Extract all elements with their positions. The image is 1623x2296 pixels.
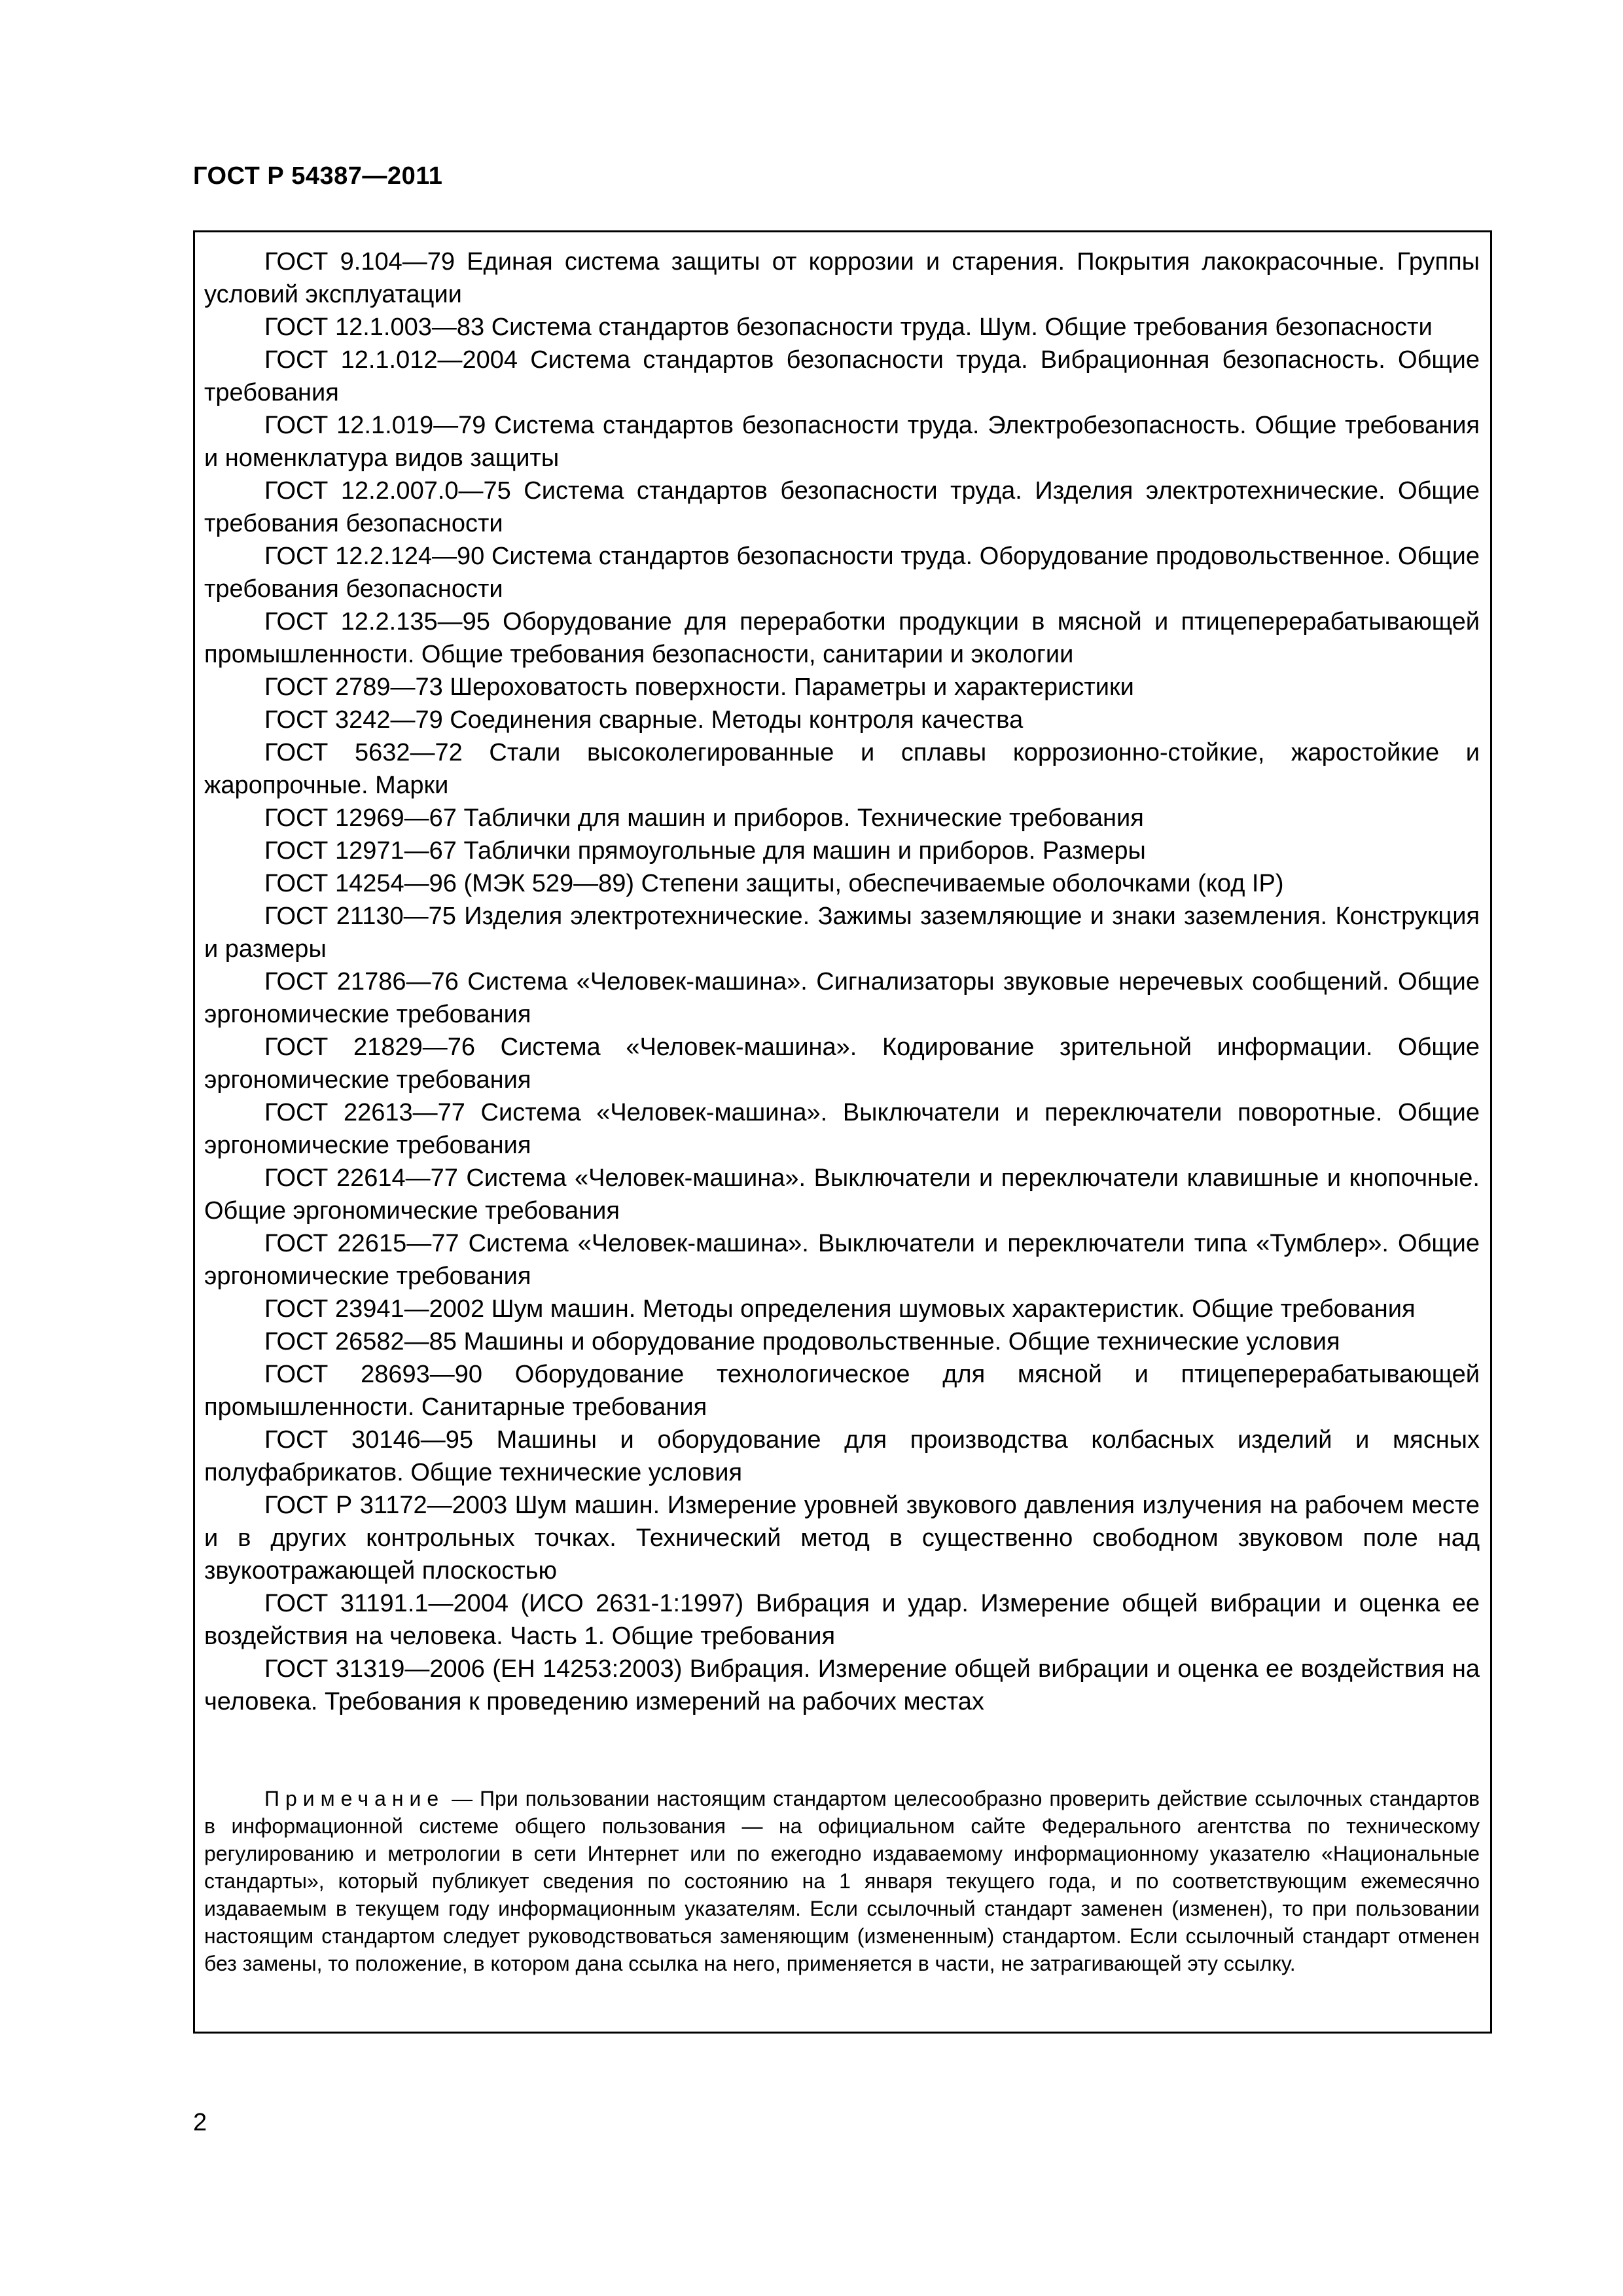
reference-item: ГОСТ 31319—2006 (ЕН 14253:2003) Вибрация. Измерение общей вибрации и оценка ее воздействия на человека. Требования к проведению измерений на рабочих местах <box>204 1655 1480 1715</box>
reference-item: ГОСТ Р 31172—2003 Шум машин. Измерение уровней звукового давления излучения на рабочем месте и в других контрольных точках. Технический метод в существенно свободном звуковом поле над звукоотражающей плоскостью <box>204 1492 1480 1585</box>
reference-item: ГОСТ 30146—95 Машины и оборудование для производства колбасных изделий и мясных полуфабрикатов. Общие технические условия <box>204 1426 1480 1486</box>
note-label: Примечание <box>264 1787 445 1810</box>
reference-item: ГОСТ 9.104—79 Единая система защиты от коррозии и старения. Покрытия лакокрасочные. Группы условий эксплуатации <box>204 248 1480 308</box>
reference-item: ГОСТ 28693—90 Оборудование технологическое для мясной и птицеперерабатывающей промышленности. Санитарные требования <box>204 1361 1480 1421</box>
reference-item: ГОСТ 14254—96 (МЭК 529—89) Степени защиты, обеспечиваемые оболочками (код IP) <box>264 870 1284 897</box>
reference-item: ГОСТ 12971—67 Таблички прямоугольные для машин и приборов. Размеры <box>264 837 1146 865</box>
reference-item: ГОСТ 12.2.124—90 Система стандартов безопасности труда. Оборудование продовольственное. Общие требования безопасности <box>204 543 1480 603</box>
reference-item: ГОСТ 12.1.003—83 Система стандартов безопасности труда. Шум. Общие требования безопасности <box>264 314 1433 341</box>
reference-item: ГОСТ 22613—77 Система «Человек-машина». Выключатели и переключатели поворотные. Общие эргономические требования <box>204 1099 1480 1159</box>
note-paragraph <box>204 1785 1480 1977</box>
reference-item: ГОСТ 22615—77 Система «Человек-машина». Выключатели и переключатели типа «Тумблер». Общие эргономические требования <box>204 1230 1480 1290</box>
reference-item: ГОСТ 2789—73 Шероховатость поверхности. Параметры и характеристики <box>264 673 1134 701</box>
page-number: 2 <box>193 2109 207 2136</box>
reference-item: ГОСТ 12.1.012—2004 Система стандартов безопасности труда. Вибрационная безопасность. Общие требования <box>204 346 1480 406</box>
reference-item: ГОСТ 12.1.019—79 Система стандартов безопасности труда. Электробезопасность. Общие требования и номенклатура видов защиты <box>204 412 1480 472</box>
reference-item: ГОСТ 21130—75 Изделия электротехнические. Зажимы заземляющие и знаки заземления. Конструкция и размеры <box>204 903 1480 963</box>
reference-item: ГОСТ 31191.1—2004 (ИСО 2631-1:1997) Вибрация и удар. Измерение общей вибрации и оценка ее воздействия на человека. Часть 1. Общие требования <box>204 1590 1480 1650</box>
reference-item: ГОСТ 12.2.135—95 Оборудование для переработки продукции в мясной и птицеперерабатывающей промышленности. Общие требования безопасности, санитарии и экологии <box>204 608 1480 668</box>
reference-item: ГОСТ 21829—76 Система «Человек-машина». Кодирование зрительной информации. Общие эргономические требования <box>204 1033 1480 1094</box>
reference-item: ГОСТ 12969—67 Таблички для машин и приборов. Технические требования <box>264 804 1144 832</box>
reference-item: ГОСТ 26582—85 Машины и оборудование продовольственные. Общие технические условия <box>264 1328 1340 1355</box>
reference-item: ГОСТ 22614—77 Система «Человек-машина». Выключатели и переключатели клавишные и кнопочные. Общие эргономические требования <box>204 1164 1480 1225</box>
reference-item: ГОСТ 5632—72 Стали высоколегированные и сплавы коррозионно-стойкие, жаростойкие и жаропрочные. Марки <box>204 739 1480 799</box>
document-header: ГОСТ Р 54387—2011 <box>193 162 443 190</box>
reference-item: ГОСТ 23941—2002 Шум машин. Методы определения шумовых характеристик. Общие требования <box>264 1295 1416 1323</box>
reference-item: ГОСТ 12.2.007.0—75 Система стандартов безопасности труда. Изделия электротехнические. Общие требования безопасности <box>204 477 1480 537</box>
normative-references-list <box>204 245 1480 1718</box>
note-text: — При пользовании настоящим стандартом целесообразно проверить действие ссылочных стандартов в информационной системе общего пользования — на официальном сайте Федерального агентства по техническому регулированию и метрологии в сети Интернет или по ежегодно издаваемому информационному указателю «Национальные стандарты», который публикует сведения по состоянию на 1 января текущего года, и по соответствующим ежемесячно издаваемым в текущем году информационным указателям. Если ссылочный стандарт заменен (изменен), то при пользовании настоящим стандартом следует руководствоваться заменяющим (измененным) стандартом. Если ссылочный стандарт отменен без замены, то положение, в котором дана ссылка на него, применяется в части, не затрагивающей эту ссылку. <box>204 1787 1480 1975</box>
reference-item: ГОСТ 3242—79 Соединения сварные. Методы контроля качества <box>264 706 1024 734</box>
reference-item: ГОСТ 21786—76 Система «Человек-машина». Сигнализаторы звуковые неречевых сообщений. Общие эргономические требования <box>204 968 1480 1028</box>
references-frame <box>193 230 1492 2034</box>
